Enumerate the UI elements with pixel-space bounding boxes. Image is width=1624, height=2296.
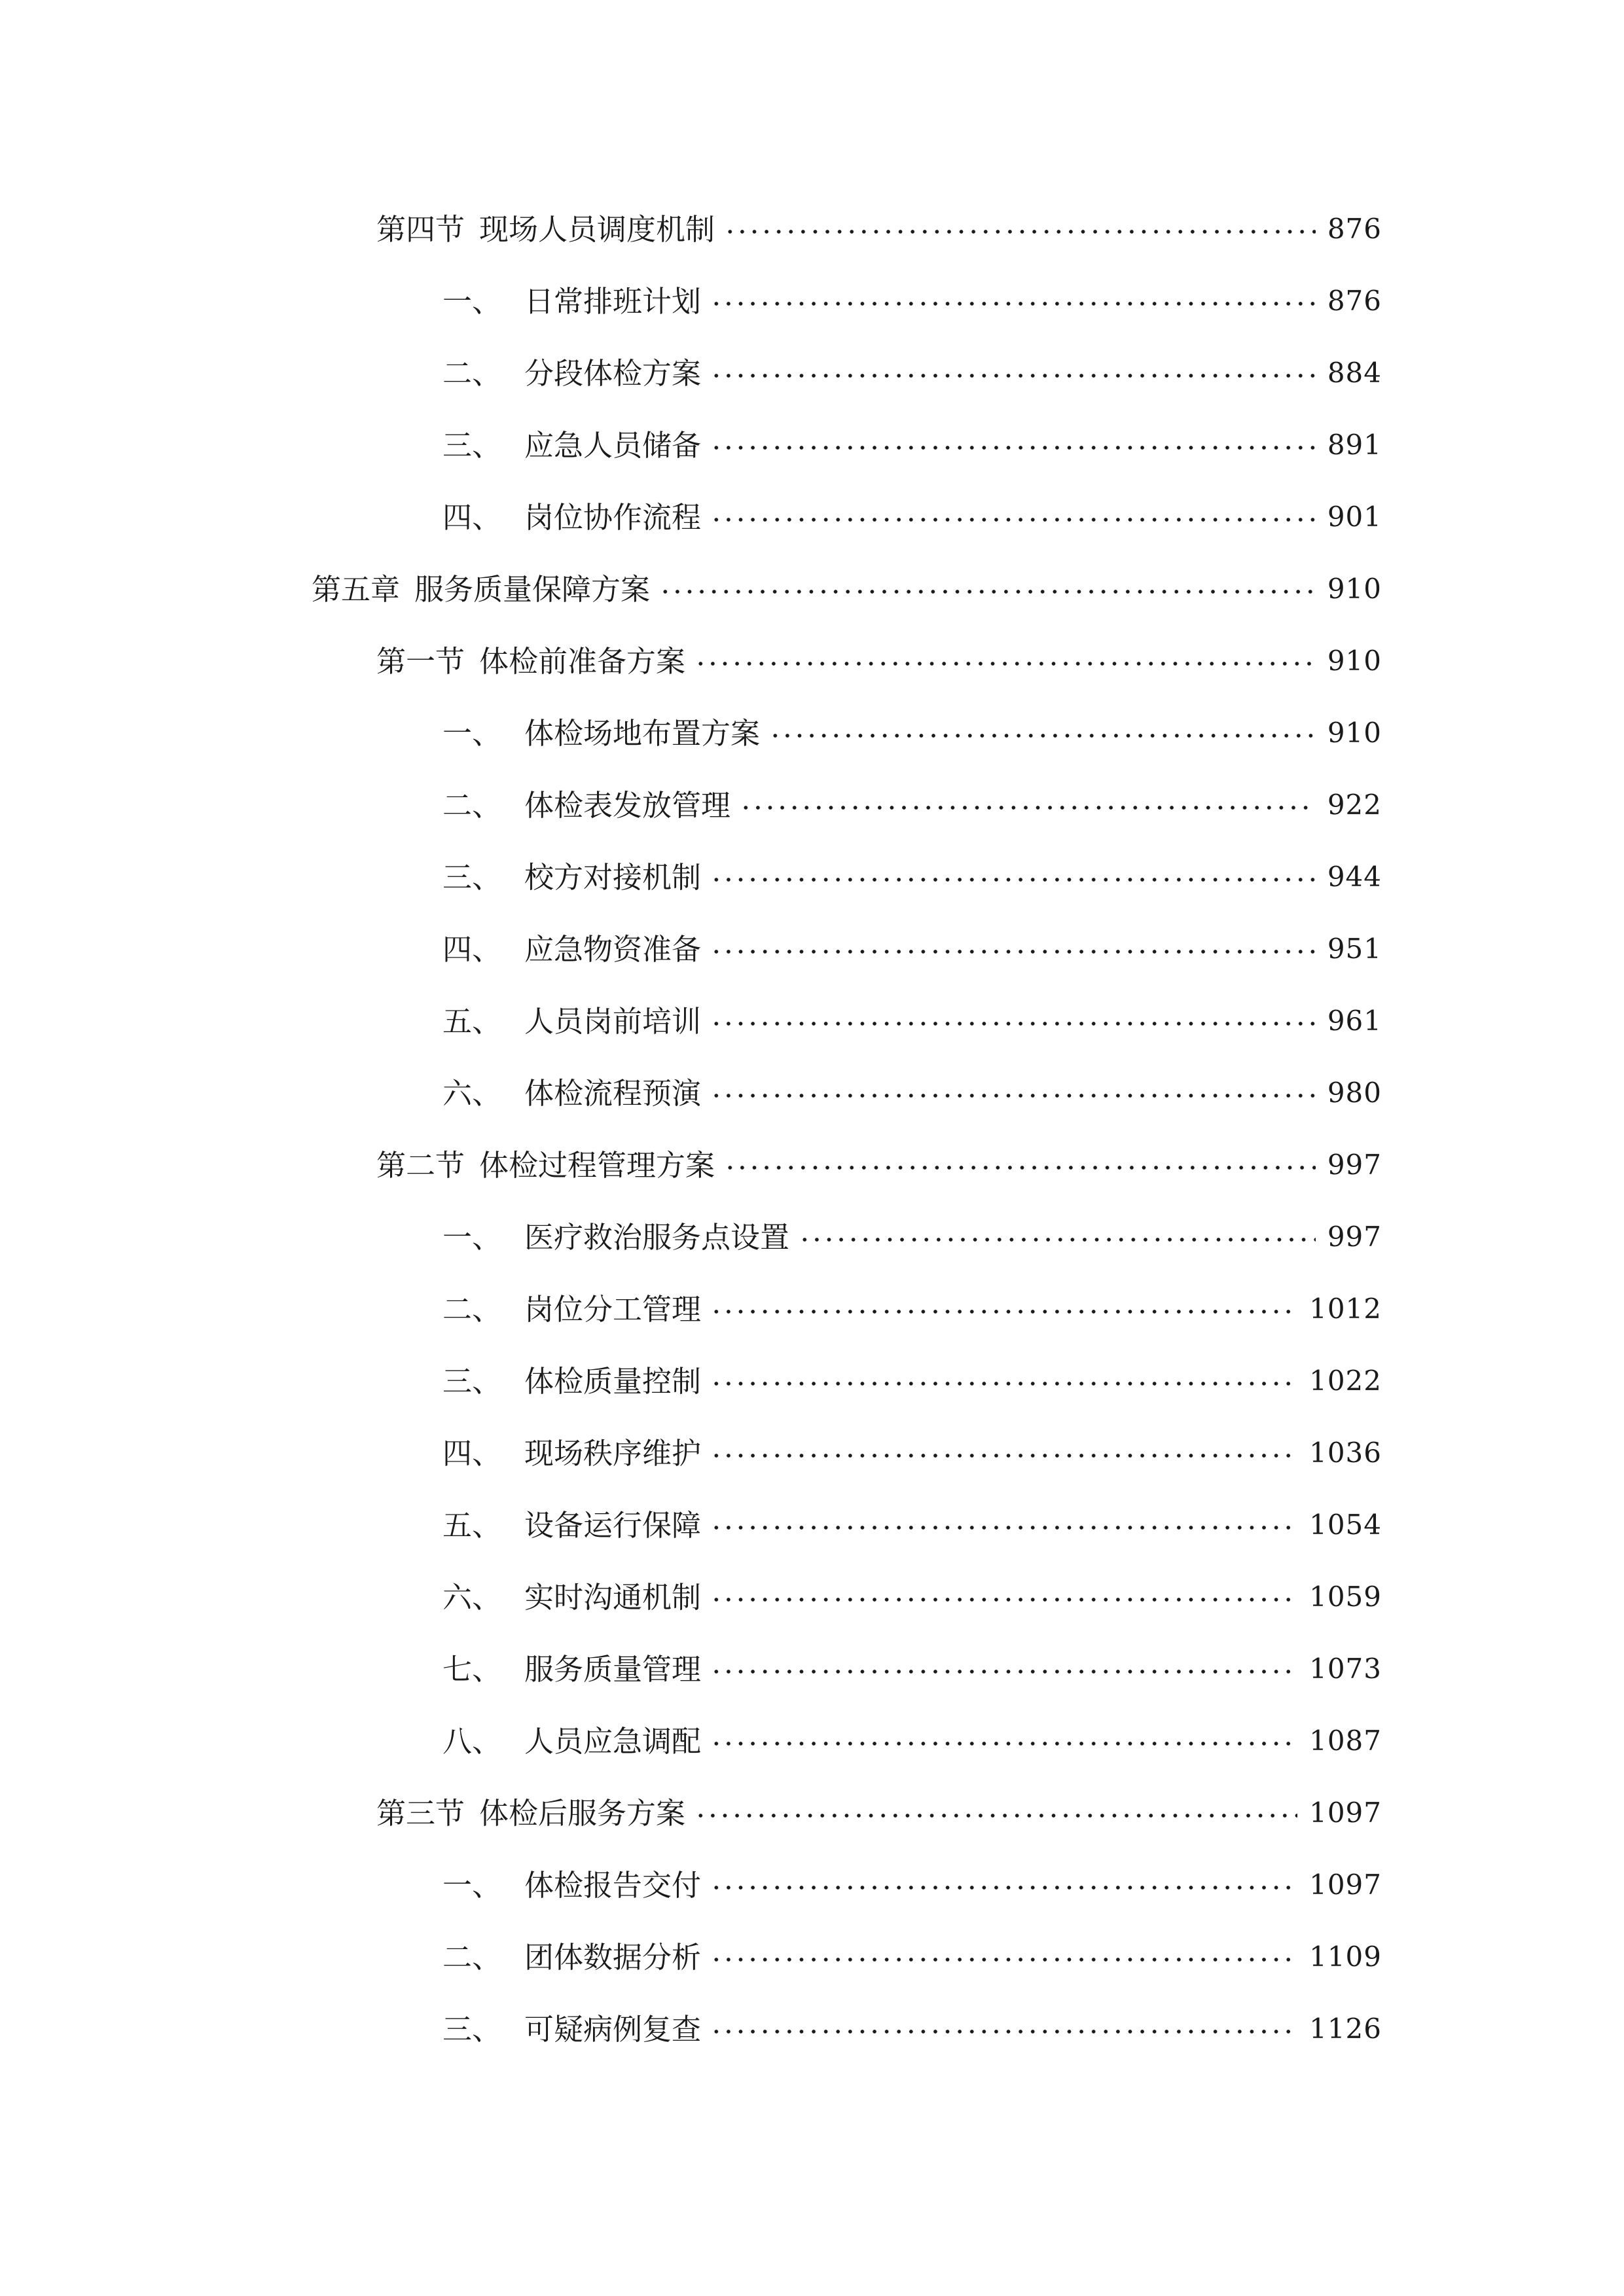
toc-item-entry[interactable] <box>442 1283 1382 1335</box>
toc-entry-title: 岗位协作流程 <box>524 499 702 535</box>
toc-entry-number: 第二节 <box>376 1147 465 1183</box>
toc-entry-title: 分段体检方案 <box>524 355 702 391</box>
toc-item-entry[interactable] <box>442 1355 1382 1407</box>
dot-leader <box>769 734 1316 738</box>
toc-page-number: 980 <box>1327 1077 1382 1109</box>
toc-item-entry[interactable] <box>442 851 1382 903</box>
toc-entry-title: 应急人员储备 <box>524 427 702 463</box>
toc-entry-number: 第五章 <box>312 571 401 607</box>
toc-entry-title: 团体数据分析 <box>524 1939 702 1975</box>
dot-leader <box>710 374 1316 378</box>
toc-page-number: 876 <box>1327 285 1382 317</box>
dot-leader <box>710 950 1316 954</box>
toc-page-number: 961 <box>1327 1005 1382 1037</box>
toc-section-entry[interactable] <box>376 635 1382 687</box>
toc-page-number: 910 <box>1327 717 1382 749</box>
toc-page-number: 1097 <box>1309 1869 1382 1901</box>
toc-entry-number: 第三节 <box>376 1795 465 1831</box>
toc-entry-number: 六、 <box>442 1075 502 1111</box>
toc-item-entry[interactable] <box>442 491 1382 543</box>
toc-entry-number: 一、 <box>442 1219 502 1255</box>
toc-entry-title: 应急物资准备 <box>524 931 702 967</box>
toc-page-number: 1109 <box>1309 1941 1382 1973</box>
toc-page-number: 1097 <box>1309 1797 1382 1829</box>
dot-leader <box>710 518 1316 522</box>
toc-item-entry[interactable] <box>442 347 1382 399</box>
toc-entry-number: 四、 <box>442 1435 502 1471</box>
dot-leader <box>710 1094 1316 1098</box>
dot-leader <box>710 878 1316 882</box>
toc-page-number: 884 <box>1327 357 1382 389</box>
toc-item-entry[interactable] <box>442 1859 1382 1911</box>
toc-item-entry[interactable] <box>442 995 1382 1047</box>
toc-entry-number: 八、 <box>442 1723 502 1759</box>
toc-entry-title: 人员岗前培训 <box>524 1003 702 1039</box>
toc-entry-title: 现场人员调度机制 <box>479 211 715 247</box>
toc-entry-title: 医疗救治服务点设置 <box>524 1219 790 1255</box>
toc-page-number: 922 <box>1327 789 1382 821</box>
dot-leader <box>710 1742 1297 1746</box>
toc-entry-title: 体检场地布置方案 <box>524 715 761 751</box>
toc-page-number: 1073 <box>1309 1653 1382 1685</box>
toc-entry-number: 三、 <box>442 1363 502 1399</box>
toc-item-entry[interactable] <box>442 1499 1382 1551</box>
toc-item-entry[interactable] <box>442 779 1382 831</box>
toc-page-number: 1012 <box>1309 1293 1382 1325</box>
dot-leader <box>710 1022 1316 1026</box>
dot-leader <box>695 1814 1297 1818</box>
toc-page-number: 1059 <box>1309 1581 1382 1613</box>
toc-entry-title: 岗位分工管理 <box>524 1291 702 1327</box>
toc-entry-number: 四、 <box>442 931 502 967</box>
toc-page-number: 951 <box>1327 933 1382 965</box>
toc-entry-number: 一、 <box>442 715 502 751</box>
toc-entry-number: 第四节 <box>376 211 465 247</box>
toc-entry-number: 一、 <box>442 283 502 319</box>
toc-item-entry[interactable] <box>442 419 1382 471</box>
toc-item-entry[interactable] <box>442 1067 1382 1119</box>
toc-page-number: 997 <box>1327 1149 1382 1181</box>
dot-leader <box>710 1958 1297 1962</box>
dot-leader <box>710 1454 1297 1458</box>
toc-section-entry[interactable] <box>376 203 1382 255</box>
toc-page-number: 944 <box>1327 861 1382 893</box>
toc-item-entry[interactable] <box>442 275 1382 327</box>
toc-page-number: 1126 <box>1309 2013 1382 2045</box>
toc-page-number: 1036 <box>1309 1437 1382 1469</box>
toc-page-number: 997 <box>1327 1221 1382 1253</box>
dot-leader <box>659 590 1316 594</box>
dot-leader <box>724 230 1316 234</box>
dot-leader <box>710 1670 1297 1674</box>
dot-leader <box>710 1526 1297 1530</box>
dot-leader <box>710 2030 1297 2034</box>
dot-leader <box>724 1166 1316 1170</box>
toc-page-number: 910 <box>1327 645 1382 677</box>
toc-entry-title: 体检质量控制 <box>524 1363 702 1399</box>
toc-entry-number: 五、 <box>442 1507 502 1543</box>
toc-entry-number: 三、 <box>442 2011 502 2047</box>
toc-entry-title: 体检流程预演 <box>524 1075 702 1111</box>
dot-leader <box>799 1238 1316 1242</box>
toc-entry-title: 体检报告交付 <box>524 1867 702 1903</box>
dot-leader <box>710 1382 1297 1386</box>
toc-section-entry[interactable] <box>376 1787 1382 1839</box>
toc-entry-title: 现场秩序维护 <box>524 1435 702 1471</box>
toc-entry-number: 三、 <box>442 427 502 463</box>
toc-entry-number: 三、 <box>442 859 502 895</box>
dot-leader <box>710 1310 1297 1314</box>
toc-page-number: 901 <box>1327 501 1382 533</box>
dot-leader <box>740 806 1316 810</box>
toc-entry-number: 二、 <box>442 787 502 823</box>
toc-item-entry[interactable] <box>442 2003 1382 2055</box>
toc-page-number: 910 <box>1327 573 1382 605</box>
dot-leader <box>710 446 1316 450</box>
toc-page-number: 891 <box>1327 429 1382 461</box>
toc-item-entry[interactable] <box>442 923 1382 975</box>
toc-page-number: 1054 <box>1309 1509 1382 1541</box>
toc-entry-number: 一、 <box>442 1867 502 1903</box>
toc-section-entry[interactable] <box>376 1139 1382 1191</box>
toc-item-entry[interactable] <box>442 1427 1382 1479</box>
toc-entry-title: 设备运行保障 <box>524 1507 702 1543</box>
toc-page-number: 1087 <box>1309 1725 1382 1757</box>
toc-entry-number: 二、 <box>442 1939 502 1975</box>
toc-entry-title: 体检前准备方案 <box>479 643 686 679</box>
toc-entry-number: 七、 <box>442 1651 502 1687</box>
dot-leader <box>710 302 1316 306</box>
toc-entry-title: 服务质量管理 <box>524 1651 702 1687</box>
toc-chapter-entry[interactable] <box>312 563 1382 615</box>
toc-entry-title: 体检后服务方案 <box>479 1795 686 1831</box>
toc-page-number: 876 <box>1327 213 1382 245</box>
toc-entry-title: 体检过程管理方案 <box>479 1147 715 1183</box>
toc-entry-number: 二、 <box>442 355 502 391</box>
toc-item-entry[interactable] <box>442 1571 1382 1623</box>
toc-entry-number: 第一节 <box>376 643 465 679</box>
toc-item-entry[interactable] <box>442 707 1382 759</box>
dot-leader <box>710 1598 1297 1602</box>
toc-entry-number: 五、 <box>442 1003 502 1039</box>
toc-entry-number: 二、 <box>442 1291 502 1327</box>
toc-entry-title: 体检表发放管理 <box>524 787 731 823</box>
toc-entry-title: 人员应急调配 <box>524 1723 702 1759</box>
toc-page-number: 1022 <box>1309 1365 1382 1397</box>
toc-entry-title: 服务质量保障方案 <box>414 571 651 607</box>
toc-entry-title: 校方对接机制 <box>524 859 702 895</box>
dot-leader <box>710 1886 1297 1890</box>
toc-item-entry[interactable] <box>442 1211 1382 1263</box>
toc-entry-title: 日常排班计划 <box>524 283 702 319</box>
toc-entry-number: 四、 <box>442 499 502 535</box>
dot-leader <box>695 662 1316 666</box>
toc-item-entry[interactable] <box>442 1643 1382 1695</box>
toc-entry-title: 可疑病例复查 <box>524 2011 702 2047</box>
toc-item-entry[interactable] <box>442 1715 1382 1767</box>
toc-entry-number: 六、 <box>442 1579 502 1615</box>
toc-item-entry[interactable] <box>442 1931 1382 1983</box>
toc-entry-title: 实时沟通机制 <box>524 1579 702 1615</box>
